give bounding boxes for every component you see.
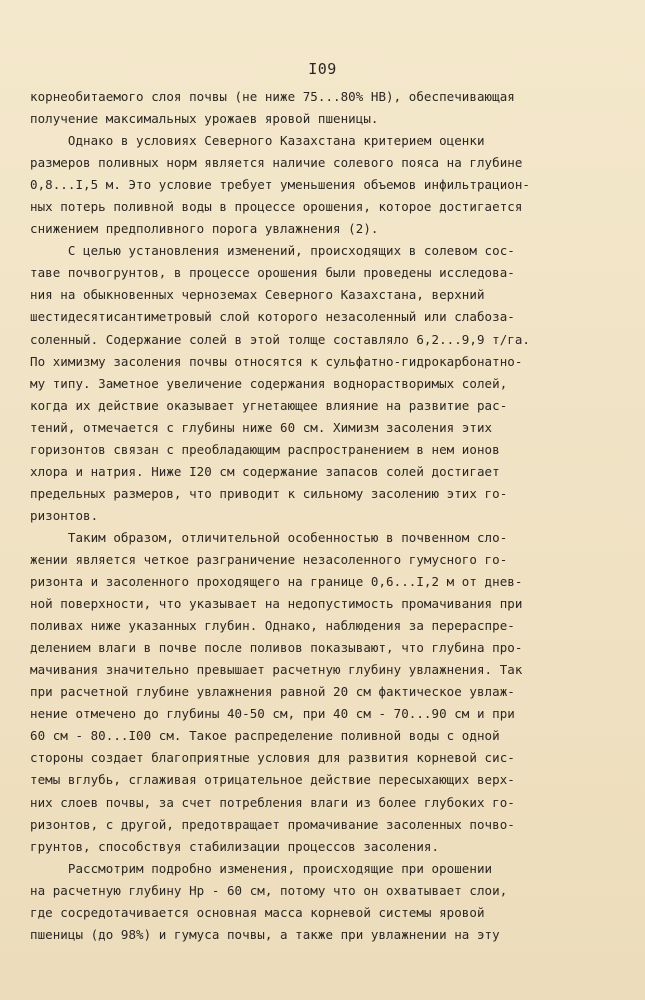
text-line: Однако в условиях Северного Казахстана критерием оценки <box>30 133 485 149</box>
text-line: корнеобитаемого слоя почвы (не ниже 75...80% НВ), обеспечивающая <box>30 89 515 104</box>
text-line: нение отмечено до глубины 40-50 см, при 40 см - 70...90 см и при <box>30 706 515 722</box>
text-line: когда их действие оказывает угнетающее влияние на развитие рас- <box>30 397 508 413</box>
text-line: мачивания значительно превышает расчетную глубину увлажнения. Так <box>30 662 523 678</box>
text-line: горизонтов связан с преобладающим распространением в нем ионов <box>30 441 500 457</box>
text-line: 0,8...I,5 м. Это условие требует уменьшения объемов инфильтрацион- <box>30 177 530 193</box>
text-line: снижением предполивного порога увлажнения (2). <box>30 221 379 237</box>
text-line: грунтов, способствуя стабилизации процессов засоления. <box>30 838 440 854</box>
text-line: таве почвогрунтов, в процессе орошения были проведены исследова- <box>30 265 515 281</box>
text-line: пшеницы (до 98%) и гумуса почвы, а также при увлажнении на эту <box>30 926 500 942</box>
text-line: поливах ниже указанных глубин. Однако, наблюдения за перераспре- <box>30 618 515 634</box>
text-line: получение максимальных урожаев яровой пшеницы. <box>30 111 379 127</box>
text-line: шестидесятисантиметровый слой которого незасоленный или слабоза- <box>30 309 515 325</box>
text-line: них слоев почвы, за счет потребления влаги из более глубоких го- <box>30 794 515 810</box>
text-line: ризонтов. <box>30 507 99 523</box>
text-line: Таким образом, отличительной особенностью в почвенном сло- <box>30 529 508 545</box>
text-line: ния на обыкновенных черноземах Северного Казахстана, верхний <box>30 287 485 303</box>
text-line: жении является четкое разграничение незасоленного гумусного го- <box>30 551 508 567</box>
text-line: 60 см - 80...I00 см. Такое распределение поливной воды с одной <box>30 728 500 744</box>
text-line: размеров поливных норм является наличие солевого пояса на глубине <box>30 155 523 171</box>
text-line: тений, отмечается с глубины ниже 60 см. Химизм засоления этих <box>30 419 493 435</box>
text-line: предельных размеров, что приводит к сильному засолению этих го- <box>30 485 508 501</box>
text-line: ных потерь поливной воды в процессе орошения, которое достигается <box>30 199 523 215</box>
body-text <box>30 86 630 946</box>
text-line: темы вглубь, сглаживая отрицательное действие пересыхающих верх- <box>30 772 515 788</box>
text-line: где сосредотачивается основная масса корневой системы яровой <box>30 904 485 920</box>
text-line: му типу. Заметное увеличение содержания воднорастворимых солей, <box>30 375 508 391</box>
text-line: стороны создает благоприятные условия для развития корневой сис- <box>30 750 515 766</box>
page-number: I09 <box>308 60 337 78</box>
text-line: ной поверхности, что указывает на недопустимость промачивания при <box>30 596 523 612</box>
text-line: при расчетной глубине увлажнения равной 20 см фактическое увлаж- <box>30 684 515 700</box>
text-line: ризонтов, с другой, предотвращает промачивание засоленных почво- <box>30 816 515 832</box>
text-line: соленный. Содержание солей в этой толще составляло 6,2...9,9 т/га. <box>30 331 530 347</box>
text-line: делением влаги в почве после поливов показывают, что глубина про- <box>30 640 523 656</box>
text-line: на расчетную глубину Нр - 60 см, потому что он охватывает слои, <box>30 882 508 898</box>
text-line: С целью установления изменений, происходящих в солевом сос- <box>30 243 515 259</box>
text-line: ризонта и засоленного проходящего на границе 0,6...I,2 м от днев- <box>30 574 523 590</box>
text-line: Рассмотрим подробно изменения, происходящие при орошении <box>30 860 493 876</box>
text-line: хлора и натрия. Ниже I20 см содержание запасов солей достигает <box>30 463 500 479</box>
text-line: По химизму засоления почвы относятся к сульфатно-гидрокарбонатно- <box>30 353 523 369</box>
